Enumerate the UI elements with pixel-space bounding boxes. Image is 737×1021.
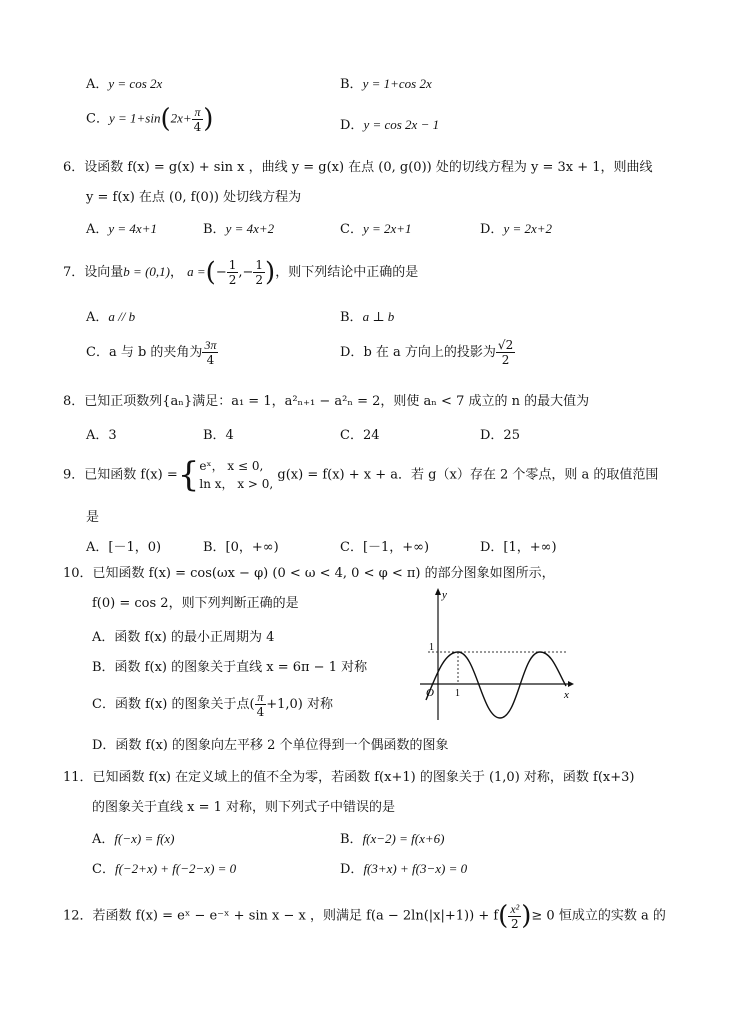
q7-option-a: A．a // b [86, 309, 136, 325]
y-axis-label: y [442, 589, 447, 601]
q8-option-a: A．3 [86, 428, 117, 443]
q9-option-a: A．[－1，0) [86, 540, 162, 555]
q8-option-d: D．25 [480, 428, 520, 443]
y-axis-arrow-icon [435, 588, 441, 595]
origin-label: O [426, 687, 434, 699]
q10-stem: 10．已知函数 f(x) = cos(ωx − φ) (0 < ω < 4, 0 < φ < π) 的部分图象如图所示， [63, 566, 555, 581]
q11-option-a: A．f(−x) = f(x) [92, 831, 175, 847]
y-one-label: 1 [429, 642, 434, 653]
x-axis-label: x [564, 689, 569, 701]
q10-function-graph [418, 586, 574, 722]
x-axis-arrow-icon [568, 681, 574, 687]
q8-option-b: B．4 [203, 428, 234, 443]
q8-stem: 8．已知正项数列{aₙ}满足：a₁ = 1，a²ₙ₊₁ − a²ₙ = 2，则使 aₙ < 7 成立的 n 的最大值为 [63, 394, 590, 409]
q9-option-b: B．[0，+∞) [203, 540, 279, 555]
q7-option-b: B．a ⊥ b [340, 309, 395, 325]
q6-option-a: A．y = 4x+1 [86, 221, 157, 237]
q10-option-a: A．函数 f(x) 的最小正周期为 4 [92, 630, 275, 645]
q9-option-d: D．[1，+∞) [480, 540, 557, 555]
q11-stem-cont: 的图象关于直线 x = 1 对称，则下列式子中错误的是 [92, 800, 396, 815]
q7-option-c: C．a 与 b 的夹角为 $\frac{3\pi}{4}$ [86, 338, 217, 367]
q5-option-a: A．y = cos 2x [86, 76, 163, 92]
q6-stem: 6．设函数 f(x) = g(x) + sin x ，曲线 y = g(x) 在点 (0, g(0)) 处的切线方程为 y = 3x + 1，则曲线 [63, 160, 653, 175]
q5-option-d: D．y = cos 2x − 1 [340, 117, 440, 133]
cosine-curve [426, 652, 566, 718]
q5-option-b: B．y = 1+cos 2x [340, 76, 432, 92]
q6-stem-cont: y = f(x) 在点 (0, f(0)) 处切线方程为 [86, 190, 302, 205]
q11-stem: 11．已知函数 f(x) 在定义域上的值不全为零，若函数 f(x+1) 的图象关于 (1,0) 对称，函数 f(x+3) [63, 770, 635, 785]
q6-option-d: D．y = 2x+2 [480, 221, 553, 237]
q10-option-b: B．函数 f(x) 的图象关于直线 x = 6π − 1 对称 [92, 660, 368, 675]
q10-option-d: D．函数 f(x) 的图象向左平移 2 个单位得到一个偶函数的图象 [92, 738, 449, 753]
q10-stem-cont: f(0) = cos 2，则下列判断正确的是 [92, 596, 299, 611]
q7-option-d: D．b 在 a 方向上的投影为 $\frac{√2}{2}$ [340, 338, 514, 367]
q7-stem: 7．设向量b = (0,1)， a =(− $\frac{1}{2}$ ,− $\frac{1}{2}$ )，则下列结论中正确的是 [63, 257, 419, 288]
q12-stem: 12．若函数 f(x) = eˣ − e⁻ˣ + sin x − x ，则满足 f(a − 2ln(|x|+1)) + f( $\frac{\text{x²}}{2}$ )≥ 0 恒成立的实数 a 的 [63, 901, 666, 931]
q9-stem: 9．已知函数 f(x) ={ eˣ， x ≤ 0, ln x， x > 0, g(x) = f(x) + x + a．若 g（x）存在 2 个零点，则 a 的取值范围 [63, 455, 659, 495]
q11-option-d: D．f(3+x) + f(3−x) = 0 [340, 861, 468, 877]
q11-option-b: B．f(x−2) = f(x+6) [340, 831, 445, 847]
q8-option-c: C．24 [340, 428, 380, 443]
x-one-label: 1 [455, 688, 460, 699]
q9-option-c: C．[－1，+∞) [340, 540, 430, 555]
q9-stem-cont: 是 [86, 510, 100, 525]
q6-option-c: C．y = 2x+1 [340, 221, 412, 237]
q11-option-c: C．f(−2+x) + f(−2−x) = 0 [92, 861, 237, 877]
q10-option-c: C．函数 f(x) 的图象关于点( $\frac{\pi}{4}$ +1,0) 对称 [92, 690, 333, 719]
q5-option-c: C．y = 1+sin(2x+ $\frac{\pi}{4}$ ) [86, 104, 214, 134]
q6-option-b: B．y = 4x+2 [203, 221, 275, 237]
